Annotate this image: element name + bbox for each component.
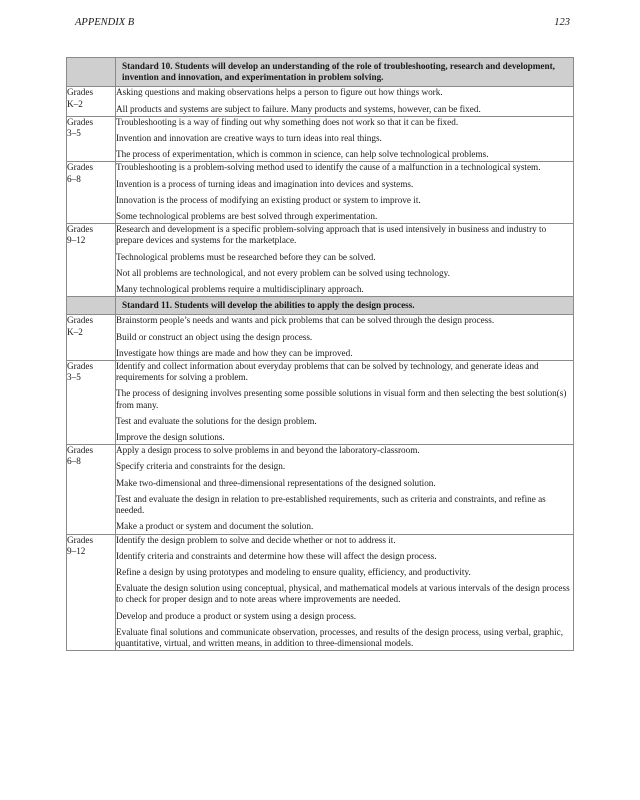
standard-title: Standard 10. Students will develop an understanding of the role of troubleshooting, research and development, invention and innovation, and experimentation in problem solving. <box>116 58 574 87</box>
benchmark-item: Research and development is a specific problem-solving approach that is used intensively in business and industry to prepare devices and systems for the marketplace. <box>116 224 547 246</box>
grade-label: Grades <box>67 534 94 545</box>
grade-row <box>67 116 574 162</box>
grade-range: K–2 <box>67 326 83 337</box>
benchmark-item: Some technological problems are best solved through experimentation. <box>116 211 378 222</box>
grade-cell <box>67 87 116 116</box>
page-header <box>75 17 570 31</box>
grade-range: 9–12 <box>67 545 86 556</box>
grade-range: 3–5 <box>67 372 81 383</box>
benchmark-item: Make a product or system and document the solution. <box>116 521 314 532</box>
grade-label: Grades <box>67 162 94 173</box>
benchmark-item: Identify and collect information about everyday problems that can be solved by technology, and generate ideas and requirements for solving a problem. <box>116 361 539 383</box>
benchmark-item: Make two-dimensional and three-dimensional representations of the designed solution. <box>116 477 436 488</box>
benchmark-item: Not all problems are technological, and not every problem can be solved using technology. <box>116 267 450 278</box>
grade-range: K–2 <box>67 98 83 109</box>
grade-range: 6–8 <box>67 456 81 467</box>
benchmark-item: Troubleshooting is a way of finding out why something does not work so that it can be fixed. <box>116 116 459 127</box>
benchmark-item: Many technological problems require a multidisciplinary approach. <box>116 284 364 295</box>
benchmark-item: Test and evaluate the solutions for the design problem. <box>116 415 317 426</box>
grade-row <box>67 315 574 361</box>
benchmark-item: Troubleshooting is a problem-solving method used to identify the cause of a malfunction in a technological system. <box>116 162 541 173</box>
benchmark-cell <box>116 534 574 651</box>
benchmark-item: Invention is a process of turning ideas and imagination into devices and systems. <box>116 178 414 189</box>
benchmark-cell <box>116 315 574 361</box>
grade-range: 3–5 <box>67 128 81 139</box>
grade-row <box>67 87 574 116</box>
benchmark-item: Brainstorm people’s needs and wants and pick problems that can be solved through the design process. <box>116 315 495 326</box>
standards-table-body <box>67 58 574 651</box>
benchmark-item: Evaluate final solutions and communicate observation, processes, and results of the design process, using verbal, graphic, quantitative, virtual, and written means, in addition to three-dimensional models. <box>116 626 564 648</box>
grade-row <box>67 445 574 534</box>
grade-label: Grades <box>67 315 94 326</box>
benchmark-item: Innovation is the process of modifying an existing product or system to improve it. <box>116 194 421 205</box>
benchmark-cell <box>116 116 574 162</box>
benchmark-item: The process of designing involves presenting some possible solutions in visual form and then selecting the best solution(s) from many. <box>116 388 567 410</box>
benchmark-item: Identify the design problem to solve and decide whether or not to address it. <box>116 534 396 545</box>
grade-cell <box>67 445 116 534</box>
benchmark-item: Improve the design solutions. <box>116 432 225 443</box>
benchmark-cell <box>116 162 574 224</box>
benchmark-cell <box>116 445 574 534</box>
grade-label: Grades <box>67 445 94 456</box>
standard-header-row <box>67 297 574 315</box>
benchmark-item: Invention and innovation are creative ways to turn ideas into real things. <box>116 133 382 144</box>
benchmark-cell <box>116 224 574 297</box>
grade-label: Grades <box>67 87 94 98</box>
benchmark-item: Identify criteria and constraints and determine how these will affect the design process. <box>116 550 437 561</box>
benchmark-item: Specify criteria and constraints for the design. <box>116 461 286 472</box>
benchmark-cell <box>116 87 574 116</box>
benchmark-item: Technological problems must be researched before they can be solved. <box>116 251 376 262</box>
benchmark-item: Investigate how things are made and how they can be improved. <box>116 347 353 358</box>
benchmark-item: Evaluate the design solution using conceptual, physical, and mathematical models at various intervals of the design process to check for proper design and to note areas where improvements are needed. <box>116 583 570 605</box>
grade-label: Grades <box>67 116 94 127</box>
grade-cell <box>67 361 116 445</box>
benchmark-cell <box>116 361 574 445</box>
grade-row <box>67 534 574 651</box>
standard-title: Standard 11. Students will develop the abilities to apply the design process. <box>116 297 574 315</box>
grade-label: Grades <box>67 224 94 235</box>
appendix-label: APPENDIX B <box>75 17 135 28</box>
grade-label: Grades <box>67 361 94 372</box>
header-blank-cell <box>67 58 116 87</box>
grade-range: 6–8 <box>67 173 81 184</box>
grade-row <box>67 361 574 445</box>
grade-row <box>67 162 574 224</box>
page-number: 123 <box>554 17 570 28</box>
benchmark-item: Asking questions and making observations helps a person to figure out how things work. <box>116 87 443 98</box>
benchmark-item: Develop and produce a product or system using a design process. <box>116 610 357 621</box>
grade-range: 9–12 <box>67 235 86 246</box>
grade-cell <box>67 224 116 297</box>
standard-header-row <box>67 58 574 87</box>
benchmark-item: Apply a design process to solve problems in and beyond the laboratory-classroom. <box>116 445 420 456</box>
benchmark-item: All products and systems are subject to failure. Many products and systems, however, can be fixed. <box>116 103 481 114</box>
grade-row <box>67 224 574 297</box>
grade-cell <box>67 534 116 651</box>
standards-table <box>66 57 574 651</box>
grade-cell <box>67 162 116 224</box>
benchmark-item: Refine a design by using prototypes and modeling to ensure quality, efficiency, and productivity. <box>116 566 471 577</box>
benchmark-item: The process of experimentation, which is common in science, can help solve technological problems. <box>116 149 489 160</box>
grade-cell <box>67 116 116 162</box>
header-blank-cell <box>67 297 116 315</box>
grade-cell <box>67 315 116 361</box>
benchmark-item: Test and evaluate the design in relation to pre-established requirements, such as criteria and constraints, and refine as needed. <box>116 493 546 516</box>
benchmark-item: Build or construct an object using the design process. <box>116 331 313 342</box>
